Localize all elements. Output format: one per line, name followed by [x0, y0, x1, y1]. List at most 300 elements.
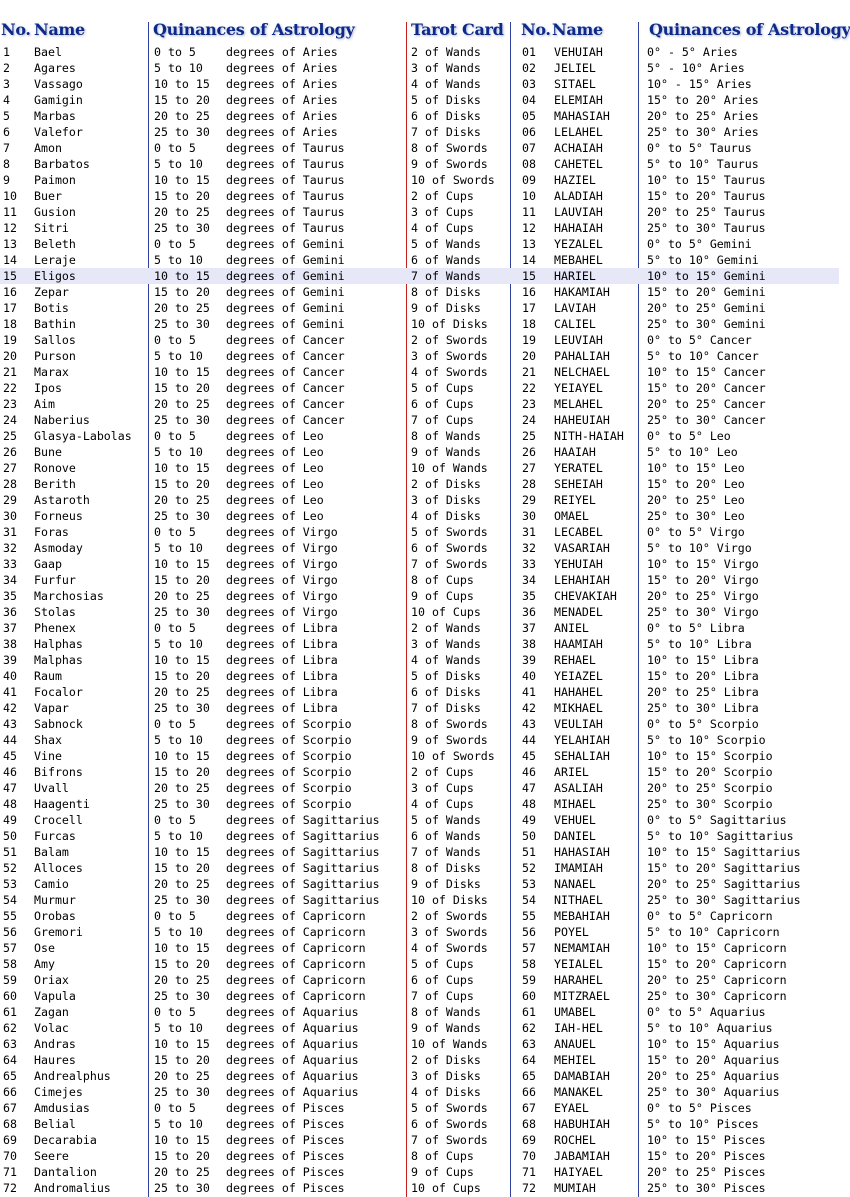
demon-name: Aim	[34, 397, 55, 411]
zodiac-degrees: degrees of Pisces	[226, 1133, 345, 1147]
table-row	[0, 92, 839, 108]
demon-number: 52	[3, 861, 17, 875]
tarot-card: 4 of Wands	[411, 653, 481, 667]
angel-number: 39	[522, 653, 536, 667]
zodiac-degrees: degrees of Gemini	[226, 285, 345, 299]
angel-name: LEHAHIAH	[554, 573, 610, 587]
table-row	[0, 1132, 839, 1148]
angel-quinance: 10° - 15° Aries	[647, 77, 752, 91]
table-row	[0, 764, 839, 780]
degree-range: 0 to 5	[154, 621, 196, 635]
demon-name: Haures	[34, 1053, 76, 1067]
tarot-card: 7 of Wands	[411, 269, 481, 283]
angel-name: HABUHIAH	[554, 1117, 610, 1131]
demon-name: Beleth	[34, 237, 76, 251]
demon-number: 67	[3, 1101, 17, 1115]
angel-number: 63	[522, 1037, 536, 1051]
angel-quinance: 10° to 15° Scorpio	[647, 749, 773, 763]
angel-number: 29	[522, 493, 536, 507]
angel-name: SITAEL	[554, 77, 596, 91]
angel-name: SEHEIAH	[554, 477, 603, 491]
angel-number: 27	[522, 461, 536, 475]
table-row	[0, 444, 839, 460]
angel-name: LEUVIAH	[554, 333, 603, 347]
angel-quinance: 0° to 5° Sagittarius	[647, 813, 787, 827]
tarot-card: 8 of Cups	[411, 573, 474, 587]
zodiac-degrees: degrees of Capricorn	[226, 957, 366, 971]
demon-number: 37	[3, 621, 17, 635]
angel-quinance: 15° to 20° Scorpio	[647, 765, 773, 779]
tarot-card: 2 of Cups	[411, 765, 474, 779]
degree-range: 15 to 20	[154, 861, 210, 875]
degree-range: 10 to 15	[154, 77, 210, 91]
angel-quinance: 0° to 5° Libra	[647, 621, 745, 635]
angel-number: 47	[522, 781, 536, 795]
demon-name: Ose	[34, 941, 55, 955]
angel-name: ALADIAH	[554, 189, 603, 203]
angel-quinance: 5° to 10° Pisces	[647, 1117, 759, 1131]
angel-number: 69	[522, 1133, 536, 1147]
demon-name: Bune	[34, 445, 62, 459]
demon-number: 5	[3, 109, 10, 123]
degree-range: 5 to 10	[154, 829, 203, 843]
table-row	[0, 1004, 839, 1020]
angel-name: HAIYAEL	[554, 1165, 603, 1179]
angel-name: ANIEL	[554, 621, 589, 635]
demon-number: 56	[3, 925, 17, 939]
angel-number: 59	[522, 973, 536, 987]
tarot-card: 6 of Disks	[411, 685, 481, 699]
tarot-card: 3 of Swords	[411, 925, 488, 939]
demon-number: 28	[3, 477, 17, 491]
tarot-card: 5 of Cups	[411, 957, 474, 971]
table-row	[0, 220, 839, 236]
demon-name: Amon	[34, 141, 62, 155]
table-row	[0, 540, 839, 556]
angel-number: 52	[522, 861, 536, 875]
angel-number: 23	[522, 397, 536, 411]
table-row	[0, 380, 839, 396]
zodiac-degrees: degrees of Pisces	[226, 1165, 345, 1179]
table-row	[0, 796, 839, 812]
angel-quinance: 10° to 15° Virgo	[647, 557, 759, 571]
angel-name: PAHALIAH	[554, 349, 610, 363]
tarot-card: 5 of Cups	[411, 381, 474, 395]
zodiac-degrees: degrees of Cancer	[226, 413, 345, 427]
demon-number: 22	[3, 381, 17, 395]
demon-name: Gaap	[34, 557, 62, 571]
zodiac-degrees: degrees of Virgo	[226, 525, 338, 539]
demon-number: 2	[3, 61, 10, 75]
table-row	[0, 588, 839, 604]
table-row	[0, 348, 839, 364]
angel-number: 61	[522, 1005, 536, 1019]
tarot-card: 10 of Swords	[411, 749, 495, 763]
header-quinances-left: Quinances of Astrology	[153, 20, 355, 39]
degree-range: 25 to 30	[154, 989, 210, 1003]
degree-range: 20 to 25	[154, 205, 210, 219]
tarot-card: 8 of Wands	[411, 1005, 481, 1019]
tarot-card: 3 of Swords	[411, 349, 488, 363]
table-row	[0, 860, 839, 876]
tarot-card: 9 of Wands	[411, 1021, 481, 1035]
angel-quinance: 20° to 25° Pisces	[647, 1165, 766, 1179]
degree-range: 10 to 15	[154, 1037, 210, 1051]
angel-quinance: 15° to 20° Capricorn	[647, 957, 787, 971]
angel-quinance: 5° to 10° Gemini	[647, 253, 759, 267]
tarot-card: 4 of Swords	[411, 365, 488, 379]
demon-name: Purson	[34, 349, 76, 363]
angel-quinance: 20° to 25° Leo	[647, 493, 745, 507]
angel-number: 42	[522, 701, 536, 715]
angel-number: 56	[522, 925, 536, 939]
degree-range: 15 to 20	[154, 381, 210, 395]
table-row	[0, 876, 839, 892]
tarot-card: 4 of Cups	[411, 797, 474, 811]
angel-name: ACHAIAH	[554, 141, 603, 155]
angel-name: HAAMIAH	[554, 637, 603, 651]
angel-name: NELCHAEL	[554, 365, 610, 379]
table-row	[0, 1180, 839, 1196]
degree-range: 15 to 20	[154, 765, 210, 779]
degree-range: 5 to 10	[154, 925, 203, 939]
demon-name: Halphas	[34, 637, 83, 651]
table-row	[0, 1068, 839, 1084]
angel-name: NITH-HAIAH	[554, 429, 624, 443]
angel-name: HAKAMIAH	[554, 285, 610, 299]
zodiac-degrees: degrees of Leo	[226, 493, 324, 507]
header-name-left: Name	[34, 20, 85, 39]
demon-name: Vassago	[34, 77, 83, 91]
angel-number: 66	[522, 1085, 536, 1099]
table-row	[0, 140, 839, 156]
angel-number: 37	[522, 621, 536, 635]
demon-name: Phenex	[34, 621, 76, 635]
angel-quinance: 5° to 10° Leo	[647, 445, 738, 459]
degree-range: 25 to 30	[154, 893, 210, 907]
zodiac-degrees: degrees of Gemini	[226, 237, 345, 251]
angel-name: YEIALEL	[554, 957, 603, 971]
angel-number: 58	[522, 957, 536, 971]
demon-name: Marax	[34, 365, 69, 379]
table-row	[0, 716, 839, 732]
table-row	[0, 508, 839, 524]
zodiac-degrees: degrees of Taurus	[226, 173, 345, 187]
degree-range: 20 to 25	[154, 493, 210, 507]
zodiac-degrees: degrees of Cancer	[226, 349, 345, 363]
tarot-card: 4 of Disks	[411, 509, 481, 523]
degree-range: 0 to 5	[154, 429, 196, 443]
angel-quinance: 20° to 25° Taurus	[647, 205, 766, 219]
table-row	[0, 476, 839, 492]
demon-name: Ipos	[34, 381, 62, 395]
demon-number: 9	[3, 173, 10, 187]
angel-name: YELAHIAH	[554, 733, 610, 747]
zodiac-degrees: degrees of Capricorn	[226, 909, 366, 923]
angel-name: NANAEL	[554, 877, 596, 891]
angel-quinance: 15° to 20° Taurus	[647, 189, 766, 203]
demon-name: Oriax	[34, 973, 69, 987]
degree-range: 15 to 20	[154, 189, 210, 203]
degree-range: 5 to 10	[154, 253, 203, 267]
angel-name: CALIEL	[554, 317, 596, 331]
tarot-card: 9 of Disks	[411, 877, 481, 891]
degree-range: 15 to 20	[154, 93, 210, 107]
zodiac-degrees: degrees of Aquarius	[226, 1037, 359, 1051]
demon-number: 47	[3, 781, 17, 795]
zodiac-degrees: degrees of Aries	[226, 109, 338, 123]
zodiac-degrees: degrees of Sagittarius	[226, 845, 380, 859]
table-row	[0, 524, 839, 540]
angel-number: 28	[522, 477, 536, 491]
zodiac-degrees: degrees of Gemini	[226, 317, 345, 331]
angel-quinance: 20° to 25° Libra	[647, 685, 759, 699]
demon-number: 46	[3, 765, 17, 779]
angel-quinance: 0° to 5° Scorpio	[647, 717, 759, 731]
header-quinances-right: Quinances of Astrology	[649, 20, 850, 39]
demon-number: 62	[3, 1021, 17, 1035]
degree-range: 15 to 20	[154, 285, 210, 299]
tarot-card: 6 of Wands	[411, 253, 481, 267]
zodiac-degrees: degrees of Pisces	[226, 1181, 345, 1195]
tarot-card: 10 of Disks	[411, 893, 488, 907]
zodiac-degrees: degrees of Leo	[226, 445, 324, 459]
demon-number: 26	[3, 445, 17, 459]
angel-name: YEHUIAH	[554, 557, 603, 571]
demon-number: 59	[3, 973, 17, 987]
angel-name: HAZIEL	[554, 173, 596, 187]
demon-name: Haagenti	[34, 797, 90, 811]
angel-name: EYAEL	[554, 1101, 589, 1115]
angel-quinance: 25° to 30° Sagittarius	[647, 893, 801, 907]
angel-number: 05	[522, 109, 536, 123]
zodiac-degrees: degrees of Cancer	[226, 381, 345, 395]
angel-name: HAHEUIAH	[554, 413, 610, 427]
angel-name: CHEVAKIAH	[554, 589, 617, 603]
angel-number: 41	[522, 685, 536, 699]
degree-range: 10 to 15	[154, 1133, 210, 1147]
demon-name: Seere	[34, 1149, 69, 1163]
demon-name: Astaroth	[34, 493, 90, 507]
zodiac-degrees: degrees of Leo	[226, 477, 324, 491]
angel-number: 67	[522, 1101, 536, 1115]
demon-name: Valefor	[34, 125, 83, 139]
table-row	[0, 1052, 839, 1068]
angel-name: ROCHEL	[554, 1133, 596, 1147]
angel-number: 30	[522, 509, 536, 523]
table-row	[0, 732, 839, 748]
angel-quinance: 5° to 10° Scorpio	[647, 733, 766, 747]
zodiac-degrees: degrees of Libra	[226, 621, 338, 635]
degree-range: 5 to 10	[154, 541, 203, 555]
angel-quinance: 15° to 20° Gemini	[647, 285, 766, 299]
demon-number: 20	[3, 349, 17, 363]
demon-number: 60	[3, 989, 17, 1003]
table-row	[0, 812, 839, 828]
demon-number: 12	[3, 221, 17, 235]
table-row	[0, 252, 839, 268]
demon-name: Agares	[34, 61, 76, 75]
angel-quinance: 15° to 20° Sagittarius	[647, 861, 801, 875]
demon-number: 14	[3, 253, 17, 267]
angel-quinance: 10° to 15° Capricorn	[647, 941, 787, 955]
table-row	[0, 572, 839, 588]
demon-name: Vapula	[34, 989, 76, 1003]
header-no-right: No.	[521, 20, 551, 39]
angel-number: 65	[522, 1069, 536, 1083]
demon-number: 31	[3, 525, 17, 539]
demon-number: 13	[3, 237, 17, 251]
table-row	[0, 428, 839, 444]
tarot-card: 7 of Disks	[411, 125, 481, 139]
degree-range: 10 to 15	[154, 653, 210, 667]
degree-range: 5 to 10	[154, 1021, 203, 1035]
tarot-card: 5 of Wands	[411, 237, 481, 251]
zodiac-degrees: degrees of Taurus	[226, 157, 345, 171]
table-row	[0, 908, 839, 924]
tarot-card: 6 of Disks	[411, 109, 481, 123]
angel-quinance: 15° to 20° Libra	[647, 669, 759, 683]
table-row	[0, 844, 839, 860]
angel-name: MUMIAH	[554, 1181, 596, 1195]
tarot-card: 4 of Swords	[411, 941, 488, 955]
table-row	[0, 956, 839, 972]
demon-number: 19	[3, 333, 17, 347]
demon-name: Malphas	[34, 653, 83, 667]
angel-name: JELIEL	[554, 61, 596, 75]
angel-name: REHAEL	[554, 653, 596, 667]
angel-name: MEBAHEL	[554, 253, 603, 267]
angel-number: 24	[522, 413, 536, 427]
angel-quinance: 0° to 5° Leo	[647, 429, 731, 443]
angel-name: JABAMIAH	[554, 1149, 610, 1163]
zodiac-degrees: degrees of Taurus	[226, 221, 345, 235]
zodiac-degrees: degrees of Pisces	[226, 1117, 345, 1131]
demon-name: Eligos	[34, 269, 76, 283]
angel-name: YERATEL	[554, 461, 603, 475]
zodiac-degrees: degrees of Virgo	[226, 573, 338, 587]
degree-range: 0 to 5	[154, 45, 196, 59]
table-row	[0, 1100, 839, 1116]
zodiac-degrees: degrees of Capricorn	[226, 925, 366, 939]
demon-name: Sallos	[34, 333, 76, 347]
degree-range: 25 to 30	[154, 797, 210, 811]
degree-range: 25 to 30	[154, 125, 210, 139]
table-row	[0, 268, 839, 284]
demon-name: Furcas	[34, 829, 76, 843]
degree-range: 20 to 25	[154, 589, 210, 603]
degree-range: 20 to 25	[154, 973, 210, 987]
angel-name: ELEMIAH	[554, 93, 603, 107]
angel-number: 15	[522, 269, 536, 283]
tarot-card: 7 of Cups	[411, 989, 474, 1003]
demon-name: Belial	[34, 1117, 76, 1131]
angel-quinance: 10° to 15° Cancer	[647, 365, 766, 379]
demon-name: Ronove	[34, 461, 76, 475]
demon-number: 68	[3, 1117, 17, 1131]
angel-name: VEHUEL	[554, 813, 596, 827]
angel-name: IAH-HEL	[554, 1021, 603, 1035]
angel-quinance: 25° to 30° Aquarius	[647, 1085, 780, 1099]
zodiac-degrees: degrees of Aries	[226, 93, 338, 107]
tarot-card: 2 of Disks	[411, 1053, 481, 1067]
table-row	[0, 204, 839, 220]
degree-range: 25 to 30	[154, 509, 210, 523]
table-row	[0, 1084, 839, 1100]
angel-number: 09	[522, 173, 536, 187]
angel-name: MAHASIAH	[554, 109, 610, 123]
angel-quinance: 25° to 30° Gemini	[647, 317, 766, 331]
angel-number: 07	[522, 141, 536, 155]
angel-name: LAVIAH	[554, 301, 596, 315]
header-tarot-card: Tarot Card	[411, 20, 504, 39]
angel-number: 18	[522, 317, 536, 331]
angel-name: DAMABIAH	[554, 1069, 610, 1083]
angel-number: 53	[522, 877, 536, 891]
angel-quinance: 5° to 10° Capricorn	[647, 925, 780, 939]
angel-quinance: 25° to 30° Leo	[647, 509, 745, 523]
zodiac-degrees: degrees of Cancer	[226, 365, 345, 379]
angel-quinance: 20° to 25° Cancer	[647, 397, 766, 411]
demon-name: Gremori	[34, 925, 83, 939]
degree-range: 0 to 5	[154, 1101, 196, 1115]
demon-number: 32	[3, 541, 17, 555]
demon-name: Dantalion	[34, 1165, 97, 1179]
angel-quinance: 0° to 5° Gemini	[647, 237, 752, 251]
angel-name: OMAEL	[554, 509, 589, 523]
angel-quinance: 20° to 25° Sagittarius	[647, 877, 801, 891]
tarot-card: 10 of Wands	[411, 461, 488, 475]
tarot-card: 4 of Cups	[411, 221, 474, 235]
tarot-card: 8 of Disks	[411, 861, 481, 875]
demon-name: Naberius	[34, 413, 90, 427]
table-row	[0, 1164, 839, 1180]
table-row	[0, 892, 839, 908]
table-row	[0, 412, 839, 428]
angel-number: 32	[522, 541, 536, 555]
degree-range: 15 to 20	[154, 957, 210, 971]
demon-number: 48	[3, 797, 17, 811]
angel-quinance: 0° to 5° Aquarius	[647, 1005, 766, 1019]
demon-number: 42	[3, 701, 17, 715]
demon-number: 72	[3, 1181, 17, 1195]
zodiac-degrees: degrees of Libra	[226, 685, 338, 699]
demon-name: Forneus	[34, 509, 83, 523]
angel-name: HAHAHEL	[554, 685, 603, 699]
angel-name: SEHALIAH	[554, 749, 610, 763]
tarot-card: 3 of Disks	[411, 493, 481, 507]
demon-number: 17	[3, 301, 17, 315]
demon-name: Cimejes	[34, 1085, 83, 1099]
angel-number: 03	[522, 77, 536, 91]
degree-range: 25 to 30	[154, 413, 210, 427]
zodiac-degrees: degrees of Libra	[226, 637, 338, 651]
zodiac-degrees: degrees of Aries	[226, 61, 338, 75]
angel-number: 44	[522, 733, 536, 747]
table-row	[0, 924, 839, 940]
tarot-card: 7 of Cups	[411, 413, 474, 427]
demon-name: Raum	[34, 669, 62, 683]
demon-name: Zepar	[34, 285, 69, 299]
demon-number: 25	[3, 429, 17, 443]
angel-quinance: 25° to 30° Aries	[647, 125, 759, 139]
degree-range: 10 to 15	[154, 173, 210, 187]
demon-name: Murmur	[34, 893, 76, 907]
angel-quinance: 0° to 5° Capricorn	[647, 909, 773, 923]
degree-range: 0 to 5	[154, 813, 196, 827]
tarot-card: 4 of Wands	[411, 77, 481, 91]
demon-number: 16	[3, 285, 17, 299]
